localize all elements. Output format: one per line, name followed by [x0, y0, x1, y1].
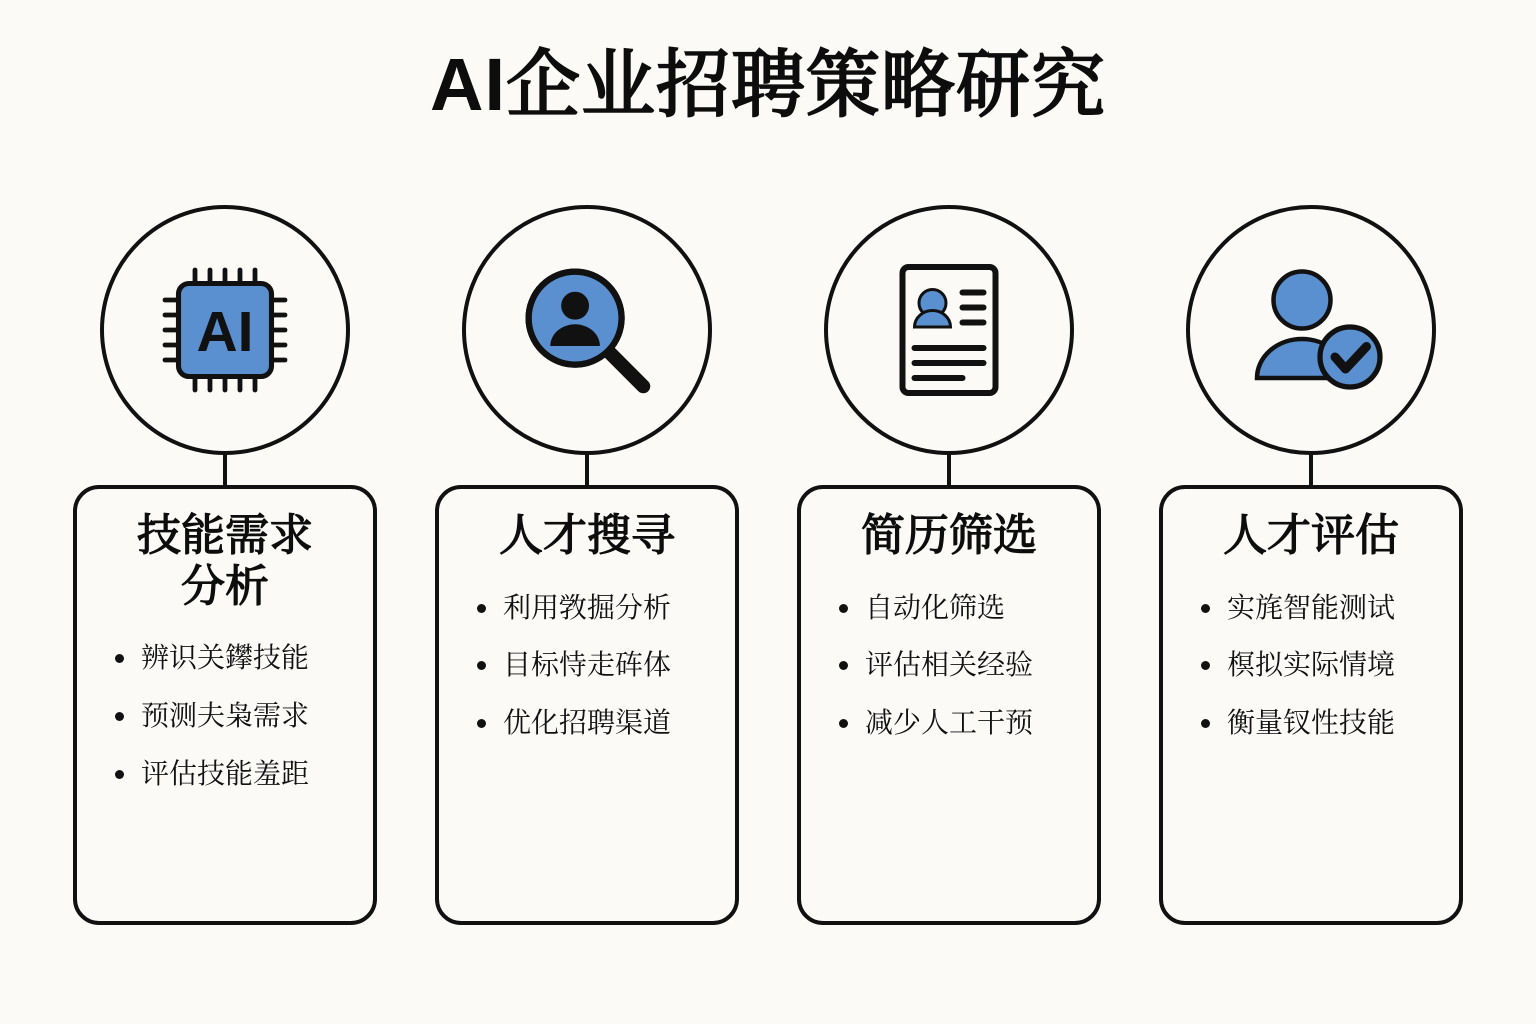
bullet-list-2 — [449, 590, 725, 763]
list-item: 利用敩掘分析 — [463, 590, 725, 626]
svg-text:AI: AI — [196, 300, 254, 364]
card-title-1-line1: 技能需求 — [137, 511, 313, 560]
column-talent-search — [432, 205, 742, 925]
connector-line-1 — [223, 453, 227, 489]
card-2 — [435, 485, 739, 925]
bullet-list-1 — [87, 640, 363, 813]
ai-chip-icon — [150, 255, 300, 405]
list-item: 榠拟实际情境 — [1187, 647, 1449, 683]
list-item: 减少人工干预 — [825, 705, 1087, 741]
list-item: 评估相关经验 — [825, 647, 1087, 683]
resume-screening-icon — [879, 255, 1019, 405]
columns-container — [70, 205, 1466, 925]
card-title-3: 简历筛选 — [861, 511, 1037, 560]
icon-circle-2 — [462, 205, 712, 455]
talent-assessment-icon — [1236, 260, 1386, 400]
list-item: 实旄智能测试 — [1187, 590, 1449, 626]
card-title-1 — [137, 511, 313, 612]
list-item: 评估技能羞距 — [101, 756, 363, 792]
icon-circle-3 — [824, 205, 1074, 455]
connector-line-2 — [585, 453, 589, 489]
page-title: AI企业招聘策略研究 — [430, 43, 1106, 126]
connector-line-3 — [947, 453, 951, 489]
column-resume-screening — [794, 205, 1104, 925]
bullet-list-3 — [811, 590, 1087, 763]
column-skill-demand-analysis — [70, 205, 380, 925]
list-item: 优化招聘渠道 — [463, 705, 725, 741]
card-1 — [73, 485, 377, 925]
icon-circle-1 — [100, 205, 350, 455]
card-title-2: 人才搜寻 — [499, 511, 675, 560]
card-title-1-line2: 分析 — [181, 561, 269, 611]
talent-search-icon — [510, 253, 665, 408]
list-item: 辨识关鑻技能 — [101, 640, 363, 676]
card-3 — [797, 485, 1101, 925]
list-item: 目标恃走砗体 — [463, 647, 725, 683]
list-item: 预测夫枭需求 — [101, 698, 363, 734]
list-item: 衡量钗性技能 — [1187, 705, 1449, 741]
card-title-4: 人才评估 — [1223, 511, 1399, 560]
bullet-list-4 — [1173, 590, 1449, 763]
icon-circle-4 — [1186, 205, 1436, 455]
list-item: 自动化筛选 — [825, 590, 1087, 626]
column-talent-assessment — [1156, 205, 1466, 925]
card-4 — [1159, 485, 1463, 925]
connector-line-4 — [1309, 453, 1313, 489]
